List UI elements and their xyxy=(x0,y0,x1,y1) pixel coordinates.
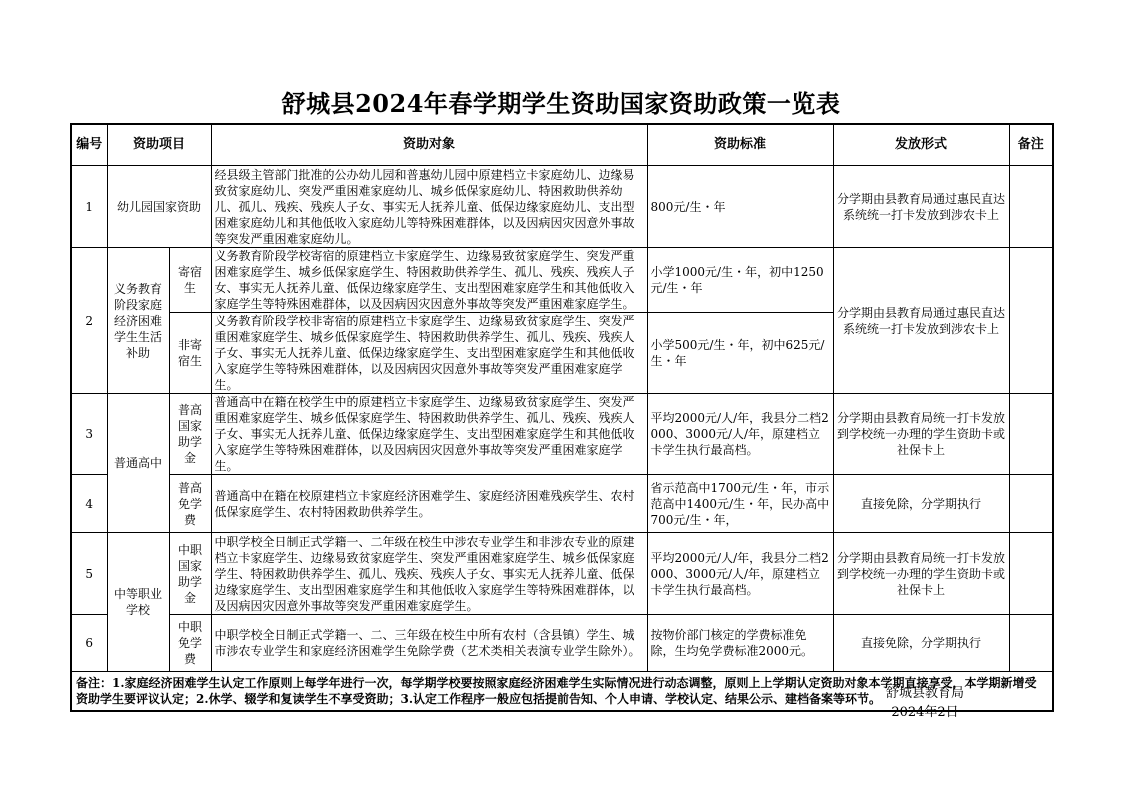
table-row xyxy=(71,475,1053,533)
row-target: 义务教育阶段学校寄宿的原建档立卡家庭学生、边缘易致贫家庭学生、突发严重困难家庭学生、城乡低保家庭学生、特困救助供养学生、孤儿、残疾、残疾人子女、事实无人抚养儿童、低保边缘家庭学生、支出型困难家庭学生和其他低收入家庭学生等特殊困难群体，以及因病因灾因意外事故等突发严重困难家庭学生。 xyxy=(211,248,647,313)
row-project: 幼儿园国家资助 xyxy=(107,166,211,248)
table-header-row xyxy=(71,124,1053,166)
row-remark xyxy=(1009,533,1053,615)
table-row xyxy=(71,615,1053,672)
header-target: 资助对象 xyxy=(211,124,647,166)
row-no: 2 xyxy=(71,248,107,394)
row-remark xyxy=(1009,615,1053,672)
row-remark xyxy=(1009,166,1053,248)
row-remark xyxy=(1009,394,1053,475)
page-title: 舒城县2024年春学期学生资助国家资助政策一览表 xyxy=(281,89,841,118)
row-standard: 小学500元/生・年，初中625元/生・年 xyxy=(647,313,833,394)
row-no: 6 xyxy=(71,615,107,672)
row-sub-project: 普高免学费 xyxy=(169,475,211,533)
row-project: 义务教育阶段家庭经济困难学生生活补助 xyxy=(107,248,169,394)
row-sub-project: 普高国家助学金 xyxy=(169,394,211,475)
row-project: 普通高中 xyxy=(107,394,169,533)
row-method: 直接免除，分学期执行 xyxy=(833,475,1009,533)
row-standard: 平均2000元/人/年，我县分二档2000、3000元/人/年，原建档立卡学生执行最高档。 xyxy=(647,394,833,475)
header-remark: 备注 xyxy=(1009,124,1053,166)
row-target: 普通高中在籍在校原建档立卡家庭经济困难学生、家庭经济困难残疾学生、农村低保家庭学生、农村特困救助供养学生。 xyxy=(211,475,647,533)
row-sub-project: 寄宿生 xyxy=(169,248,211,313)
policy-table xyxy=(70,123,1054,712)
row-standard: 800元/生・年 xyxy=(647,166,833,248)
header-method: 发放形式 xyxy=(833,124,1009,166)
row-sub-project: 中职免学费 xyxy=(169,615,211,672)
header-no: 编号 xyxy=(71,124,107,166)
row-no: 1 xyxy=(71,166,107,248)
row-standard: 平均2000元/人/年，我县分二档2000、3000元/人/年，原建档立卡学生执行最高档。 xyxy=(647,533,833,615)
table-row xyxy=(71,394,1053,475)
row-standard: 小学1000元/生・年，初中1250元/生・年 xyxy=(647,248,833,313)
row-sub-project: 中职国家助学金 xyxy=(169,533,211,615)
row-method: 分学期由县教育局统一打卡发放到学校统一办理的学生资助卡或社保卡上 xyxy=(833,394,1009,475)
header-project: 资助项目 xyxy=(107,124,211,166)
row-standard: 按物价部门核定的学费标准免除，生均免学费标准2000元。 xyxy=(647,615,833,672)
row-target: 中职学校全日制正式学籍一、二年级在校生中涉农专业学生和非涉农专业的原建档立卡家庭学生、边缘易致贫家庭学生、突发严重困难家庭学生、城乡低保家庭学生、特困救助供养学生、孤儿、残疾、残疾人子女、事实无人抚养儿童、低保边缘家庭学生、支出型困难家庭学生和其他低收入家庭学生等特殊困难群体，以及因病因灾因意外事故等突发严重困难家庭学生。 xyxy=(211,533,647,615)
table-note: 备注：1.家庭经济困难学生认定工作原则上每学年进行一次，每学期学校要按照家庭经济困难学生实际情况进行动态调整，原则上上学期认定资助对象本学期直接享受，本学期新增受资助学生要评议认定；2.休学、辍学和复读学生不享受资助；3.认定工作程序一般应包括提前告知、个人申请、学校认定、结果公示、建档备案等环节。 xyxy=(71,672,1053,712)
row-target: 普通高中在籍在校学生中的原建档立卡家庭学生、边缘易致贫家庭学生、突发严重困难家庭学生、城乡低保家庭学生、特困救助供养学生、孤儿、残疾、残疾人子女、事实无人抚养儿童、低保边缘家庭学生、支出型困难家庭学生和其他低收入家庭学生等特殊困难群体，以及因病因灾因意外事故等突发严重困难家庭学生。 xyxy=(211,394,647,475)
row-remark xyxy=(1009,475,1053,533)
row-no: 4 xyxy=(71,475,107,533)
table-row xyxy=(71,166,1053,248)
issue-date: 2024年2日 xyxy=(891,705,959,720)
row-no: 5 xyxy=(71,533,107,615)
row-standard: 省示范高中1700元/生・年，市示范高中1400元/生・年，民办高中700元/生・年， xyxy=(647,475,833,533)
row-target: 中职学校全日制正式学籍一、二、三年级在校生中所有农村（含县镇）学生、城市涉农专业学生和家庭经济困难学生免除学费（艺术类相关表演专业学生除外）。 xyxy=(211,615,647,672)
row-method: 分学期由县教育局通过惠民直达系统统一打卡发放到涉农卡上 xyxy=(833,248,1009,394)
row-method: 分学期由县教育局统一打卡发放到学校统一办理的学生资助卡或社保卡上 xyxy=(833,533,1009,615)
row-no: 3 xyxy=(71,394,107,475)
row-method: 分学期由县教育局通过惠民直达系统统一打卡发放到涉农卡上 xyxy=(833,166,1009,248)
row-sub-project: 非寄宿生 xyxy=(169,313,211,394)
row-target: 经县级主管部门批准的公办幼儿园和普惠幼儿园中原建档立卡家庭幼儿、边缘易致贫家庭幼儿、突发严重困难家庭幼儿、城乡低保家庭幼儿、特困救助供养幼儿、孤儿、残疾、残疾人子女、事实无人抚养儿童、低保边缘家庭幼儿、支出型困难家庭幼儿和其他低收入家庭幼儿等特殊困难群体，以及因病因灾因意外事故等突发严重困难家庭幼儿。 xyxy=(211,166,647,248)
row-method: 直接免除，分学期执行 xyxy=(833,615,1009,672)
row-target: 义务教育阶段学校非寄宿的原建档立卡家庭学生、边缘易致贫家庭学生、突发严重困难家庭学生、城乡低保家庭学生、特困救助供养学生、孤儿、残疾、残疾人子女、事实无人抚养儿童、低保边缘家庭学生、支出型困难家庭学生和其他低收入家庭学生等特殊困难群体，以及因病因灾因意外事故等突发严重困难家庭学生。 xyxy=(211,313,647,394)
row-remark xyxy=(1009,248,1053,394)
table-row xyxy=(71,248,1053,313)
table-row xyxy=(71,533,1053,615)
issuing-organization: 舒城县教育局 xyxy=(885,686,964,701)
header-standard: 资助标准 xyxy=(647,124,833,166)
row-project: 中等职业学校 xyxy=(107,533,169,672)
